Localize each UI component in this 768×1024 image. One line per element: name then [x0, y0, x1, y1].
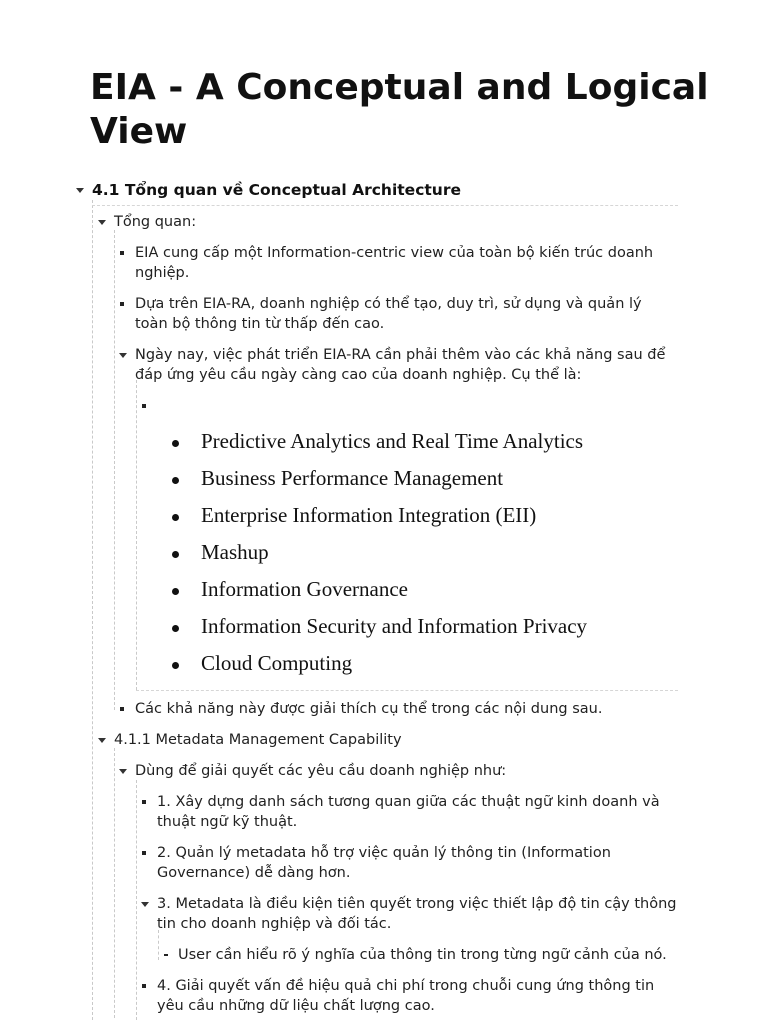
- requirement-item: 2. Quản lý metadata hỗ trợ việc quản lý thông tin (Information Governance) dễ dàng hơn.: [157, 845, 611, 881]
- capability-text: Cloud Computing: [201, 651, 353, 675]
- capability-item: [150, 650, 352, 676]
- collapse-toggle-icon[interactable]: [98, 738, 106, 743]
- bullet-icon: [120, 302, 124, 306]
- outline-item: [157, 976, 677, 1016]
- overview-point: Ngày nay, việc phát triển EIA-RA cần phải thêm vào các khả năng sau để đáp ứng yêu cầu ngày càng cao của doanh nghiệp. Cụ thể là:: [135, 347, 666, 383]
- bullet-icon: [172, 625, 179, 632]
- capability-item: [150, 613, 587, 639]
- bullet-icon: [142, 851, 146, 855]
- overview-label: Tổng quan:: [114, 214, 197, 230]
- overview-point: Dựa trên EIA-RA, doanh nghiệp có thể tạo, duy trì, sử dụng và quản lý toàn bộ thông tin từ thấp đến cao.: [135, 296, 642, 332]
- outline-item: [114, 730, 674, 750]
- page-title: EIA - A Conceptual and Logical View: [90, 67, 709, 152]
- outline-item: [135, 294, 675, 334]
- capability-text: Information Security and Information Privacy: [201, 614, 588, 638]
- collapse-toggle-icon[interactable]: [76, 188, 84, 193]
- outline-item: [135, 243, 675, 283]
- capability-text: Information Governance: [201, 577, 408, 601]
- outline-guide-line: [158, 930, 159, 960]
- requirement-item: 3. Metadata là điều kiện tiên quyết trong việc thiết lập độ tin cậy thông tin cho doanh nghiệp và đối tác.: [157, 896, 677, 932]
- outline-item: [114, 212, 674, 232]
- collapse-toggle-icon[interactable]: [141, 902, 149, 907]
- bullet-icon: [172, 477, 179, 484]
- after-image-point: Các khả năng này được giải thích cụ thể trong các nội dung sau.: [135, 701, 603, 717]
- bullet-icon: [142, 800, 146, 804]
- requirement-sub-item: User cần hiểu rõ ý nghĩa của thông tin trong từng ngữ cảnh của nó.: [178, 947, 667, 963]
- capability-text: Mashup: [201, 540, 269, 564]
- capability-item: [150, 465, 503, 491]
- section-heading: [92, 180, 692, 201]
- subsection-heading: 4.1.1 Metadata Management Capability: [114, 732, 402, 748]
- outline-item: [135, 761, 675, 781]
- collapse-toggle-icon[interactable]: [98, 220, 106, 225]
- collapse-toggle-icon[interactable]: [119, 769, 127, 774]
- outline-item: [178, 945, 678, 965]
- capability-item: [150, 502, 536, 528]
- outline-item: [135, 345, 675, 385]
- outline-item: [157, 843, 677, 883]
- outline-guide-line: [136, 780, 137, 1020]
- outline-guide-line: [136, 690, 678, 691]
- outline-item: [157, 792, 677, 832]
- outline-guide-line: [136, 380, 137, 690]
- bullet-icon: [164, 954, 168, 956]
- bullet-icon: [120, 251, 124, 255]
- bullet-icon: [142, 404, 146, 408]
- subsection-intro: Dùng để giải quyết các yêu cầu doanh nghiệp như:: [135, 763, 507, 779]
- capability-item: [150, 539, 269, 565]
- outline-guide-line: [114, 230, 115, 710]
- outline-item: [135, 699, 675, 719]
- requirement-item: 1. Xây dựng danh sách tương quan giữa các thuật ngữ kinh doanh và thuật ngữ kỹ thuật.: [157, 794, 660, 830]
- collapse-toggle-icon[interactable]: [119, 353, 127, 358]
- capability-text: Predictive Analytics and Real Time Analytics: [201, 429, 584, 453]
- capability-item: [150, 428, 583, 454]
- overview-point: EIA cung cấp một Information-centric view của toàn bộ kiến trúc doanh nghiệp.: [135, 245, 654, 281]
- section-heading-text: 4.1 Tổng quan về Conceptual Architecture: [92, 181, 461, 199]
- bullet-icon: [142, 984, 146, 988]
- bullet-icon: [172, 662, 179, 669]
- capability-text: Enterprise Information Integration (EII): [201, 503, 537, 527]
- capability-item: [150, 576, 408, 602]
- bullet-icon: [120, 707, 124, 711]
- bullet-icon: [172, 440, 179, 447]
- bullet-icon: [172, 588, 179, 595]
- outline-guide-line: [114, 748, 115, 1018]
- capability-text: Business Performance Management: [201, 466, 504, 490]
- outline-item: [157, 894, 677, 934]
- outline-guide-line: [92, 205, 678, 206]
- outline-guide-line: [92, 200, 93, 1020]
- requirement-item: 4. Giải quyết vấn đề hiệu quả chi phí trong chuỗi cung ứng thông tin yêu cầu những dữ liệu chất lượng cao.: [157, 978, 655, 1014]
- capabilities-image: [150, 420, 670, 690]
- bullet-icon: [172, 514, 179, 521]
- bullet-icon: [172, 551, 179, 558]
